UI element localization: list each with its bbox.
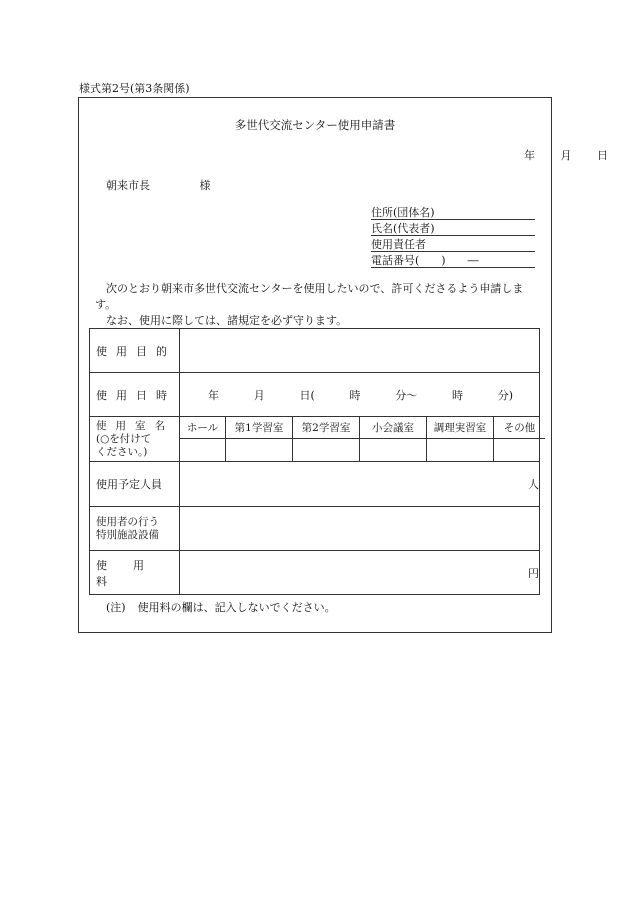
fee-label: 使用料 xyxy=(90,551,180,595)
footnote-text: 使用料の欄は、記入しないでください。 xyxy=(137,601,336,614)
room-row xyxy=(90,417,540,462)
room-mark-cell[interactable] xyxy=(427,439,493,461)
people-unit: 人 xyxy=(528,478,539,491)
facility-label xyxy=(90,507,180,551)
applicant-block xyxy=(371,206,535,270)
fee-unit: 円 xyxy=(528,566,539,580)
room-option-study-room-2[interactable] xyxy=(292,417,359,461)
room-option-study-room-1[interactable] xyxy=(225,417,292,461)
addressee-honorific: 様 xyxy=(199,179,211,192)
footnote xyxy=(106,599,348,615)
form-number-label: 様式第2号(第3条関係) xyxy=(79,82,190,95)
room-name: 第2学習室 xyxy=(293,417,359,439)
room-name: 第1学習室 xyxy=(226,417,292,439)
facility-field[interactable] xyxy=(180,507,540,551)
room-mark-cell[interactable] xyxy=(180,439,225,461)
room-mark-cell[interactable] xyxy=(226,439,292,461)
fee-row xyxy=(90,551,540,595)
datetime-row xyxy=(90,373,540,417)
facility-label-line2: 特別施設設備 xyxy=(96,528,159,541)
room-option-hall[interactable] xyxy=(180,417,225,461)
room-name: ホール xyxy=(180,417,225,439)
room-label-line3: ください。) xyxy=(96,445,148,458)
date-line xyxy=(502,147,608,163)
applicant-name-field[interactable]: 氏名(代表者) xyxy=(371,222,535,236)
addressee-name: 朝来市長 xyxy=(106,179,150,192)
applicant-manager-field[interactable]: 使用責任者 xyxy=(371,238,535,252)
room-name: その他 xyxy=(494,417,545,439)
room-mark-cell[interactable] xyxy=(494,439,545,461)
date-day: 日 xyxy=(597,149,608,162)
datetime-day: 日( xyxy=(299,388,315,402)
body-text xyxy=(95,281,543,329)
room-label-line1: 使用室名 xyxy=(96,419,174,432)
datetime-minute-start: 分～ xyxy=(395,388,418,402)
application-table xyxy=(89,328,540,595)
room-options xyxy=(180,417,540,462)
room-mark-cell[interactable] xyxy=(360,439,426,461)
purpose-field[interactable] xyxy=(180,329,540,373)
applicant-phone-field[interactable]: 電話番号( ) ― xyxy=(371,254,535,268)
room-mark-cell[interactable] xyxy=(293,439,359,461)
purpose-label: 使用目的 xyxy=(90,329,180,373)
body-paragraph-1: 次のとおり朝来市多世代交流センターを使用したいので、許可くださるよう申請します。 xyxy=(95,282,524,311)
room-name: 調理実習室 xyxy=(427,417,493,439)
footnote-prefix: (注) xyxy=(106,601,126,614)
purpose-row xyxy=(90,329,540,373)
datetime-month: 月 xyxy=(253,388,265,402)
datetime-field[interactable] xyxy=(180,373,540,417)
datetime-minute-end: 分) xyxy=(497,388,513,402)
facility-row xyxy=(90,507,540,551)
room-option-small-meeting-room[interactable] xyxy=(359,417,426,461)
people-label: 使用予定人員 xyxy=(90,462,180,507)
body-paragraph-2: なお、使用に際しては、諸規定を必ず守ります。 xyxy=(106,314,348,327)
addressee xyxy=(106,177,211,193)
facility-label-line1: 使用者の行う xyxy=(96,515,159,528)
fee-field[interactable] xyxy=(180,551,540,595)
datetime-hour-end: 時 xyxy=(451,388,463,402)
page-title: 多世代交流センター使用申請書 xyxy=(234,118,396,132)
applicant-address-field[interactable]: 住所(団体名) xyxy=(371,206,535,220)
people-row xyxy=(90,462,540,507)
datetime-hour-start: 時 xyxy=(349,388,361,402)
room-option-other[interactable] xyxy=(493,417,545,461)
people-field[interactable] xyxy=(180,462,540,507)
date-year: 年 xyxy=(524,149,535,162)
room-name: 小会議室 xyxy=(360,417,426,439)
room-option-cooking-room[interactable] xyxy=(426,417,493,461)
room-label xyxy=(90,417,180,462)
datetime-label: 使用日時 xyxy=(90,373,180,417)
datetime-year: 年 xyxy=(208,388,219,402)
room-label-line2: (○を付けて xyxy=(96,432,152,445)
date-month: 月 xyxy=(560,149,572,162)
